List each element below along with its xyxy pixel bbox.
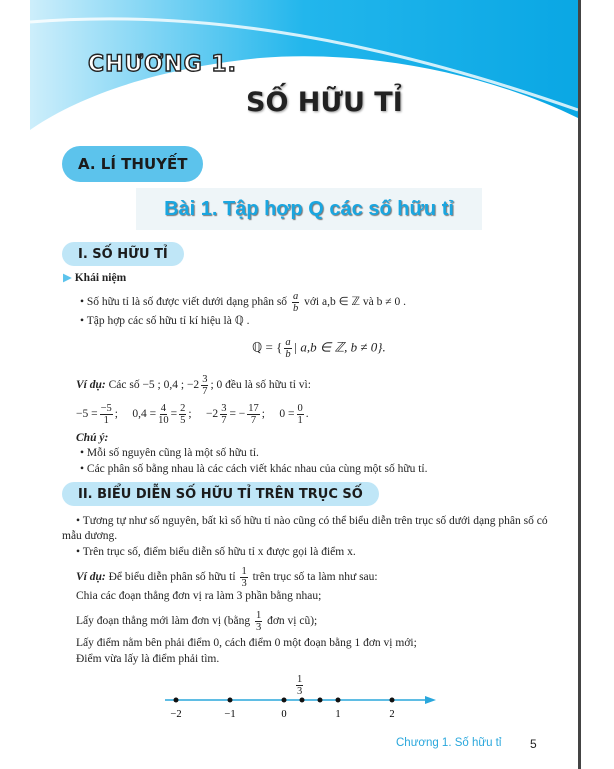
chapter-title: SỐ HỮU TỈ xyxy=(246,87,403,118)
definition-line: • Số hữu tỉ là số được viết dưới dạng phân số $\frac{a}{b}$ với a,b ∈ ℤ và b ≠ 0 . xyxy=(80,291,406,314)
step-1: Chia các đoạn thẳng đơn vị ra làm 3 phần bằng nhau; xyxy=(76,590,322,602)
number-line-point xyxy=(390,698,395,703)
set-notation-line: • Tập hợp các số hữu tỉ kí hiệu là ℚ . xyxy=(80,315,250,327)
number-line-point xyxy=(336,698,341,703)
page-edge xyxy=(578,0,581,769)
triangle-bullet-icon: ▶ xyxy=(63,272,72,284)
tick-label: −1 xyxy=(224,709,236,720)
step-2: Lấy đoạn thẳng mới làm đơn vị (bằng $\frac{1}{3}$ đơn vị cũ); xyxy=(76,610,318,633)
footer-chapter: Chương 1. Số hữu tỉ xyxy=(396,737,502,749)
example-2: Ví dụ: Để biểu diễn phân số hữu tỉ $\frac{1}{3}$ trên trục số ta làm như sau: xyxy=(76,566,378,589)
note-label: Chú ý: xyxy=(76,432,109,444)
tick-label: 1 xyxy=(335,709,341,720)
number-line-point xyxy=(318,698,323,703)
paragraph-2: • Trên trục số, điểm biểu diễn số hữu tỉ x được gọi là điểm x. xyxy=(76,546,356,558)
note-1: • Mỗi số nguyên cũng là một số hữu tỉ. xyxy=(80,447,259,459)
paragraph-1b: mẫu dương. xyxy=(62,530,118,542)
number-line-point xyxy=(282,698,287,703)
lesson-title: Bài 1. Tập hợp Q các số hữu tỉ xyxy=(136,188,482,230)
example-1-equations: −5 = $\frac{-5}{1}$ ; 0,4 = $\frac{4}{10}$ = $\frac{2}{5}$ ; −2 $\frac{3}{7}$ = − $\frac{17}{7}$ ; 0 = $\frac{0}{1}$ . xyxy=(76,403,309,426)
number-line-point xyxy=(174,698,179,703)
tick-label: 2 xyxy=(389,709,395,720)
tick-label: −2 xyxy=(170,709,182,720)
step-4: Điểm vừa lấy là điểm phải tìm. xyxy=(76,653,220,665)
step-3: Lấy điểm nằm bên phải điểm 0, cách điểm 0 một đoạn bằng 1 đơn vị mới; xyxy=(76,637,417,649)
tick-label: 0 xyxy=(281,709,287,720)
chapter-label: CHƯƠNG 1. xyxy=(88,52,237,77)
example-1: Ví dụ: Các số −5 ; 0,4 ; −2 $\frac{3}{7}$ ; 0 đều là số hữu tỉ vì: xyxy=(76,374,311,397)
set-definition: ℚ = { $\frac{a}{b}$ | a,b ∈ ℤ, b ≠ 0}. xyxy=(252,337,386,360)
number-line-point xyxy=(228,698,233,703)
note-2: • Các phân số bằng nhau là các cách viết khác nhau của cùng một số hữu tỉ. xyxy=(80,463,428,475)
concept-label: ▶ Khái niệm xyxy=(63,272,127,284)
page-number: 5 xyxy=(530,737,537,751)
part1-heading: I. SỐ HỮU TỈ xyxy=(62,242,184,266)
section-a-heading: A. LÍ THUYẾT xyxy=(62,146,203,182)
number-line-point xyxy=(299,698,304,703)
paragraph-1a: • Tương tự như số nguyên, bất kì số hữu tỉ nào cũng có thể biểu diễn trên trục số dưới dạng phân số có xyxy=(76,515,548,527)
axis-arrow-icon xyxy=(425,696,436,704)
one-third-label: $\frac{1}{3}$ xyxy=(297,674,303,697)
part2-heading: II. BIỂU DIỄN SỐ HỮU TỈ TRÊN TRỤC SỐ xyxy=(62,482,379,506)
